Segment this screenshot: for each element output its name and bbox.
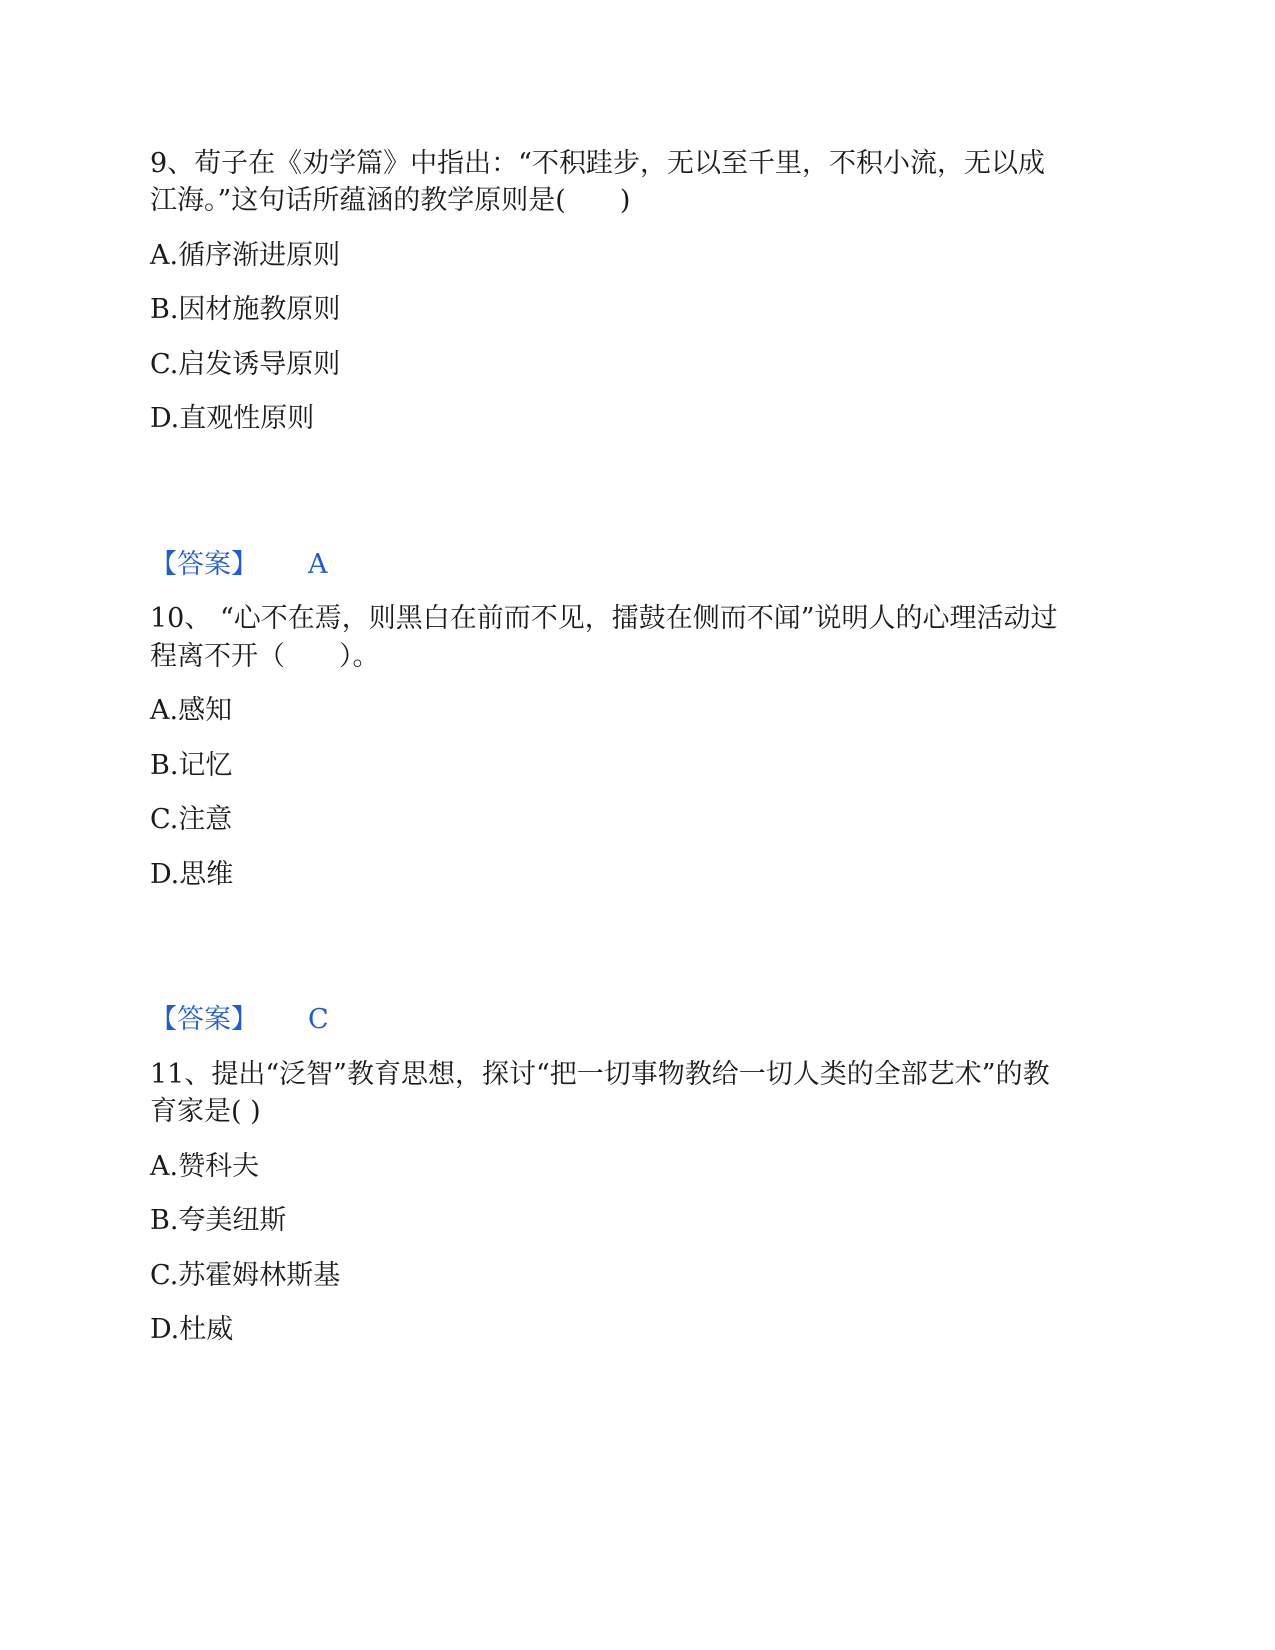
- answer-value: A: [308, 549, 328, 580]
- answer-label: 【答案】: [150, 1004, 258, 1035]
- question-11-option-a: A.赞科夫: [150, 1151, 260, 1182]
- question-10-option-b: B.记忆: [150, 750, 233, 781]
- question-11-option-d: D.杜威: [150, 1314, 234, 1345]
- question-9-stem-line-2: 江海。”这句话所蕴涵的教学原则是( ): [150, 185, 631, 216]
- question-9-option-b: B.因材施教原则: [150, 294, 341, 325]
- question-9-stem-line-1: 9、荀子在《劝学篇》中指出：“不积跬步，无以至千里，不积小流，无以成: [150, 148, 1045, 179]
- answer-label: 【答案】: [150, 549, 258, 580]
- question-11-stem-line-2: 育家是( ): [150, 1096, 261, 1127]
- question-10-stem-line-2: 程离不开（ ）。: [150, 641, 380, 672]
- question-9-option-c: C.启发诱导原则: [150, 349, 341, 380]
- answer-value: C: [308, 1004, 329, 1035]
- question-10-answer: [150, 1002, 329, 1038]
- question-10-option-d: D.思维: [150, 859, 234, 890]
- question-9-answer: [150, 547, 328, 583]
- question-11-option-b: B.夸美纽斯: [150, 1205, 287, 1236]
- question-9-option-d: D.直观性原则: [150, 403, 315, 434]
- question-10-stem-line-1: 10、 “心不在焉，则黑白在前而不见，擂鼓在侧而不闻”说明人的心理活动过: [150, 603, 1058, 634]
- question-11-stem-line-1: 11、提出“泛智”教育思想，探讨“把一切事物教给一切人类的全部艺术”的教: [150, 1059, 1050, 1090]
- question-11-option-c: C.苏霍姆林斯基: [150, 1260, 341, 1291]
- question-10-option-a: A.感知: [150, 695, 233, 726]
- question-10-option-c: C.注意: [150, 804, 233, 835]
- question-9-option-a: A.循序渐进原则: [150, 240, 341, 271]
